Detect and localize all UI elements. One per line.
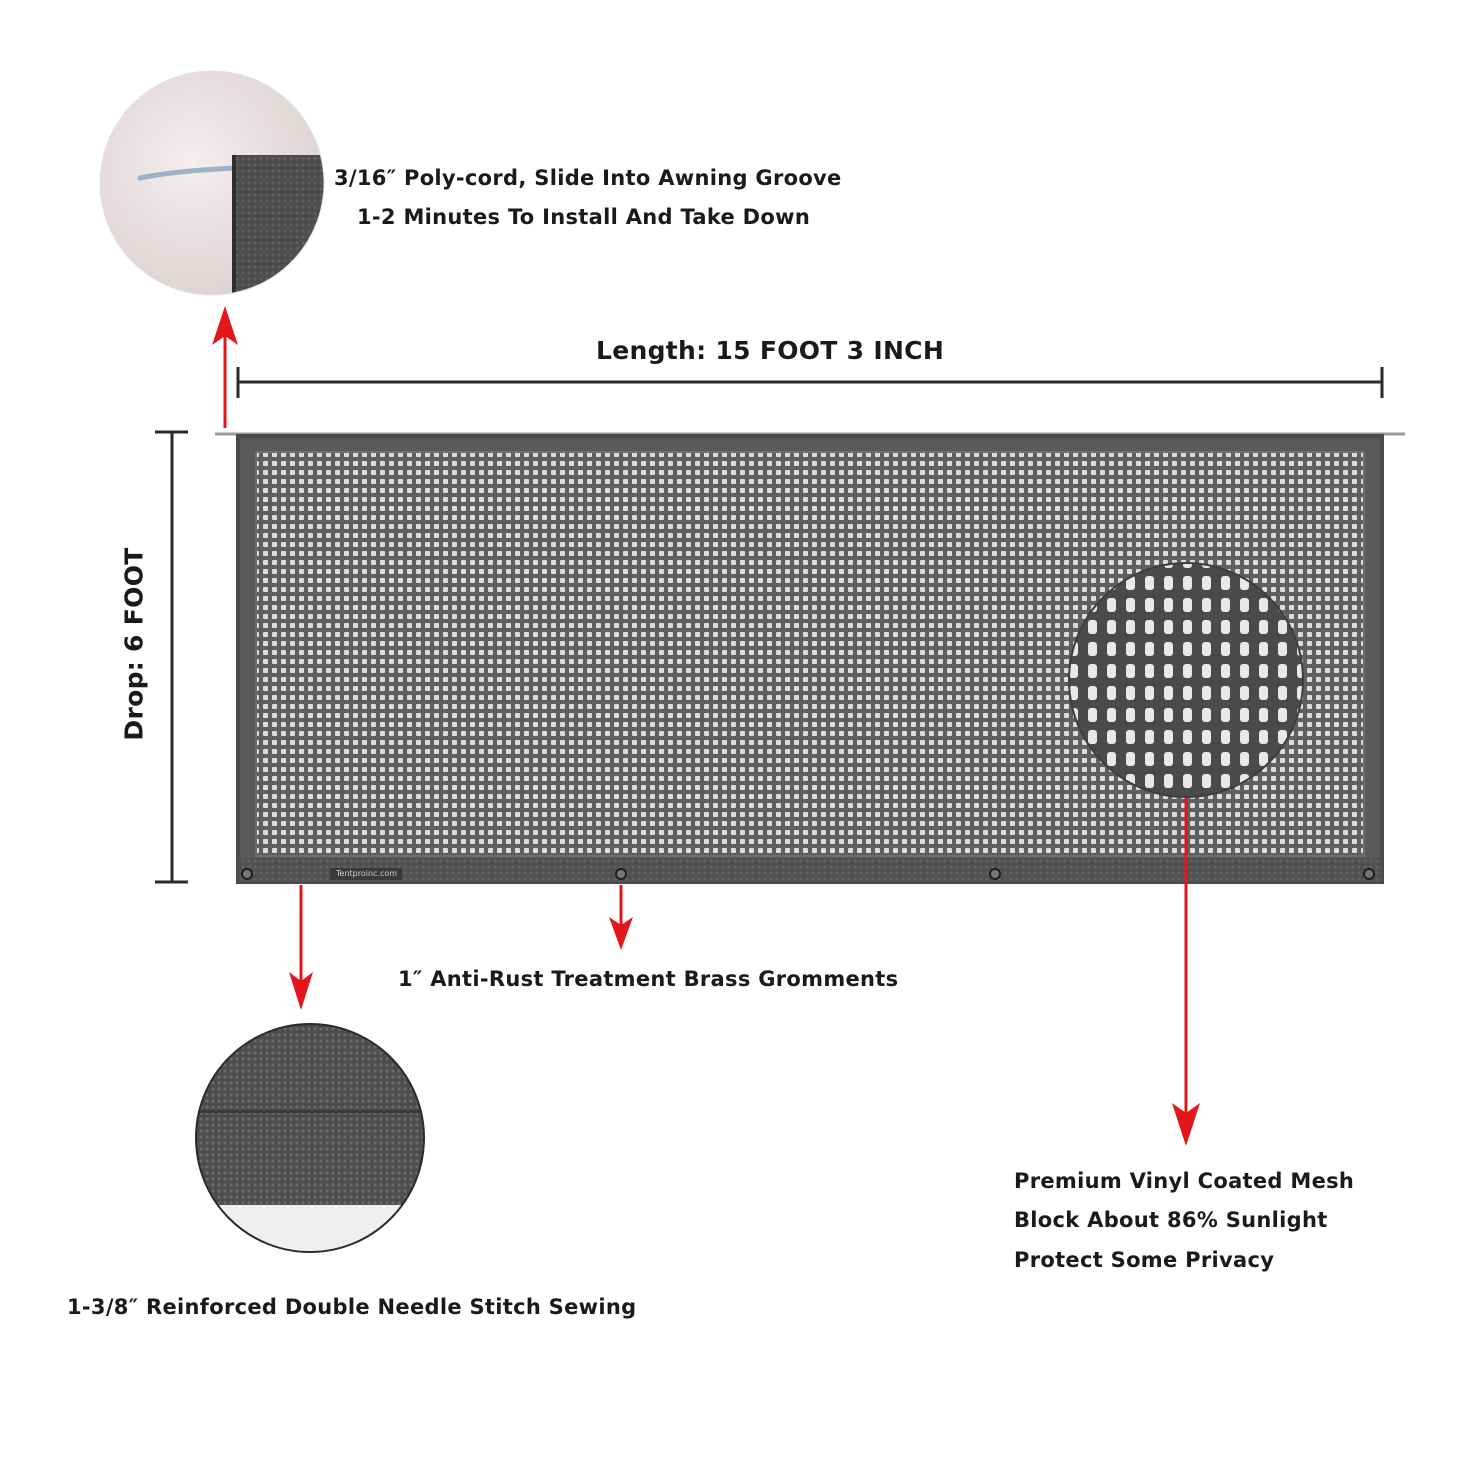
grommet [990,869,1000,879]
grommet [1364,869,1374,879]
drop-dimension-line [155,432,188,882]
mesh-feature-line2: Block About 86% Sunlight [1014,1208,1328,1232]
length-dimension-line [238,367,1382,398]
mesh-feature-line3: Protect Some Privacy [1014,1248,1275,1272]
sewing-label: 1-3/8″ Reinforced Double Needle Stitch Sewing [67,1295,637,1319]
sewing-zoom-circle [195,1022,427,1260]
poly-cord-label-line1: 3/16″ Poly-cord, Slide Into Awning Groove [334,166,842,190]
poly-cord-zoom-circle [100,70,332,305]
poly-cord-arrow [212,306,238,428]
drop-label: Drop: 6 FOOT [119,547,149,741]
grommet [616,869,626,879]
mesh-feature-line1: Premium Vinyl Coated Mesh [1014,1169,1355,1193]
length-label: Length: 15 FOOT 3 INCH [596,336,945,365]
brand-tag: Tentproinc.com [336,869,398,878]
grommet [242,869,252,879]
grommet-arrow [609,885,633,950]
poly-cord-label-line2: 1-2 Minutes To Install And Take Down [357,205,811,229]
grommets-label: 1″ Anti-Rust Treatment Brass Gromments [398,967,899,991]
sewing-arrow [289,885,313,1010]
